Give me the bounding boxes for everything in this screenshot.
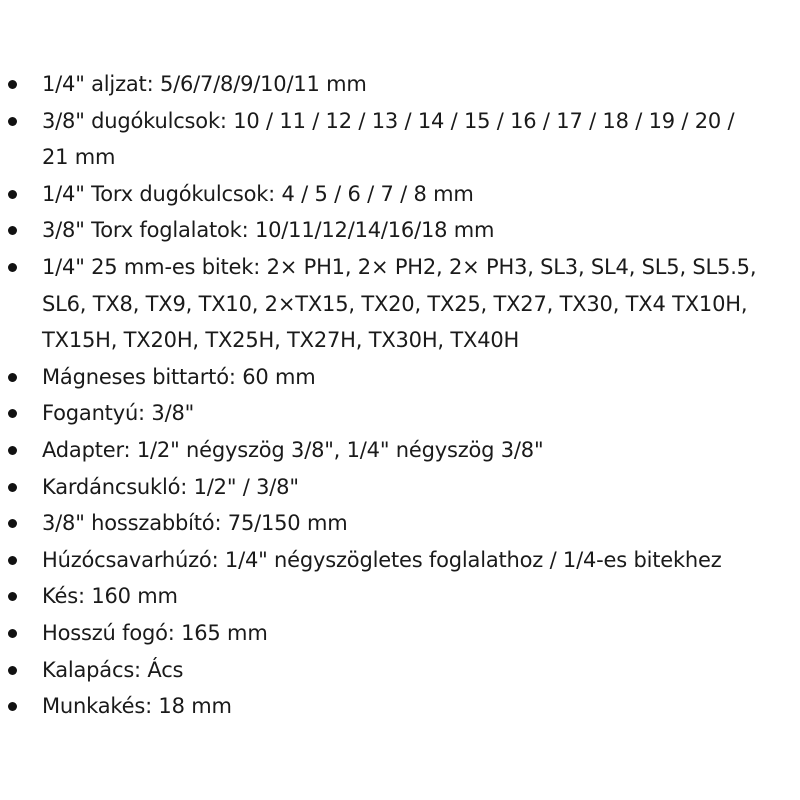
list-item — [0, 688, 800, 725]
list-item-text: Kalapács: Ács — [42, 657, 184, 682]
list-item-text: 3/8" dugókulcsok: 10 / 11 / 12 / 13 / 14 / 15 / 16 / 17 / 18 / 19 / 20 / 21 mm — [42, 108, 735, 170]
bullet-icon — [8, 373, 17, 382]
list-item-text: 3/8" hosszabbító: 75/150 mm — [42, 511, 348, 536]
list-item — [0, 66, 800, 103]
list-item — [0, 176, 800, 213]
list-item-text: 1/4" 25 mm-es bitek: 2× PH1, 2× PH2, 2× PH3, SL3, SL4, SL5, SL5.5, SL6, TX8, TX9, TX10, 2×TX15, TX20, TX25, TX27, TX30, TX4 TX10H, TX15H, TX20H, TX25H, TX27H, TX30H, TX40H — [42, 254, 757, 353]
list-item-text: 1/4" Torx dugókulcsok: 4 / 5 / 6 / 7 / 8 mm — [42, 181, 474, 206]
bullet-icon — [8, 190, 17, 199]
list-item-text: 1/4" aljzat: 5/6/7/8/9/10/11 mm — [42, 72, 367, 96]
list-item — [0, 542, 800, 579]
bullet-icon — [8, 592, 17, 601]
list-item — [0, 359, 800, 396]
list-item — [0, 652, 800, 689]
list-item — [0, 578, 800, 615]
bullet-icon — [8, 556, 17, 565]
list-item-text: Adapter: 1/2" négyszög 3/8", 1/4" négyszög 3/8" — [42, 437, 544, 462]
list-item — [0, 505, 800, 542]
list-item-text: Kardáncsukló: 1/2" / 3/8" — [42, 474, 299, 499]
list-item — [0, 432, 800, 469]
list-item-text: Mágneses bittartó: 60 mm — [42, 364, 316, 389]
list-item-text: Kés: 160 mm — [42, 584, 178, 609]
list-item — [0, 469, 800, 506]
bullet-icon — [8, 446, 17, 455]
list-item — [0, 615, 800, 652]
bullet-icon — [8, 117, 17, 126]
bullet-icon — [8, 80, 17, 89]
list-item-text: Fogantyú: 3/8" — [42, 401, 195, 426]
spec-list — [0, 66, 800, 725]
bullet-icon — [8, 409, 17, 418]
list-item — [0, 103, 800, 176]
bullet-icon — [8, 666, 17, 675]
list-item-text: 3/8" Torx foglalatok: 10/11/12/14/16/18 mm — [42, 218, 495, 243]
bullet-icon — [8, 226, 17, 235]
bullet-icon — [8, 629, 17, 638]
list-item — [0, 395, 800, 432]
list-item — [0, 212, 800, 249]
bullet-icon — [8, 519, 17, 528]
bullet-icon — [8, 483, 17, 492]
list-item-text: Munkakés: 18 mm — [42, 694, 232, 719]
bullet-icon — [8, 702, 17, 711]
list-item-text: Hosszú fogó: 165 mm — [42, 620, 268, 645]
list-item — [0, 249, 800, 359]
bullet-icon — [8, 263, 17, 272]
list-item-text: Húzócsavarhúzó: 1/4" négyszögletes foglalathoz / 1/4-es bitekhez — [42, 547, 722, 572]
